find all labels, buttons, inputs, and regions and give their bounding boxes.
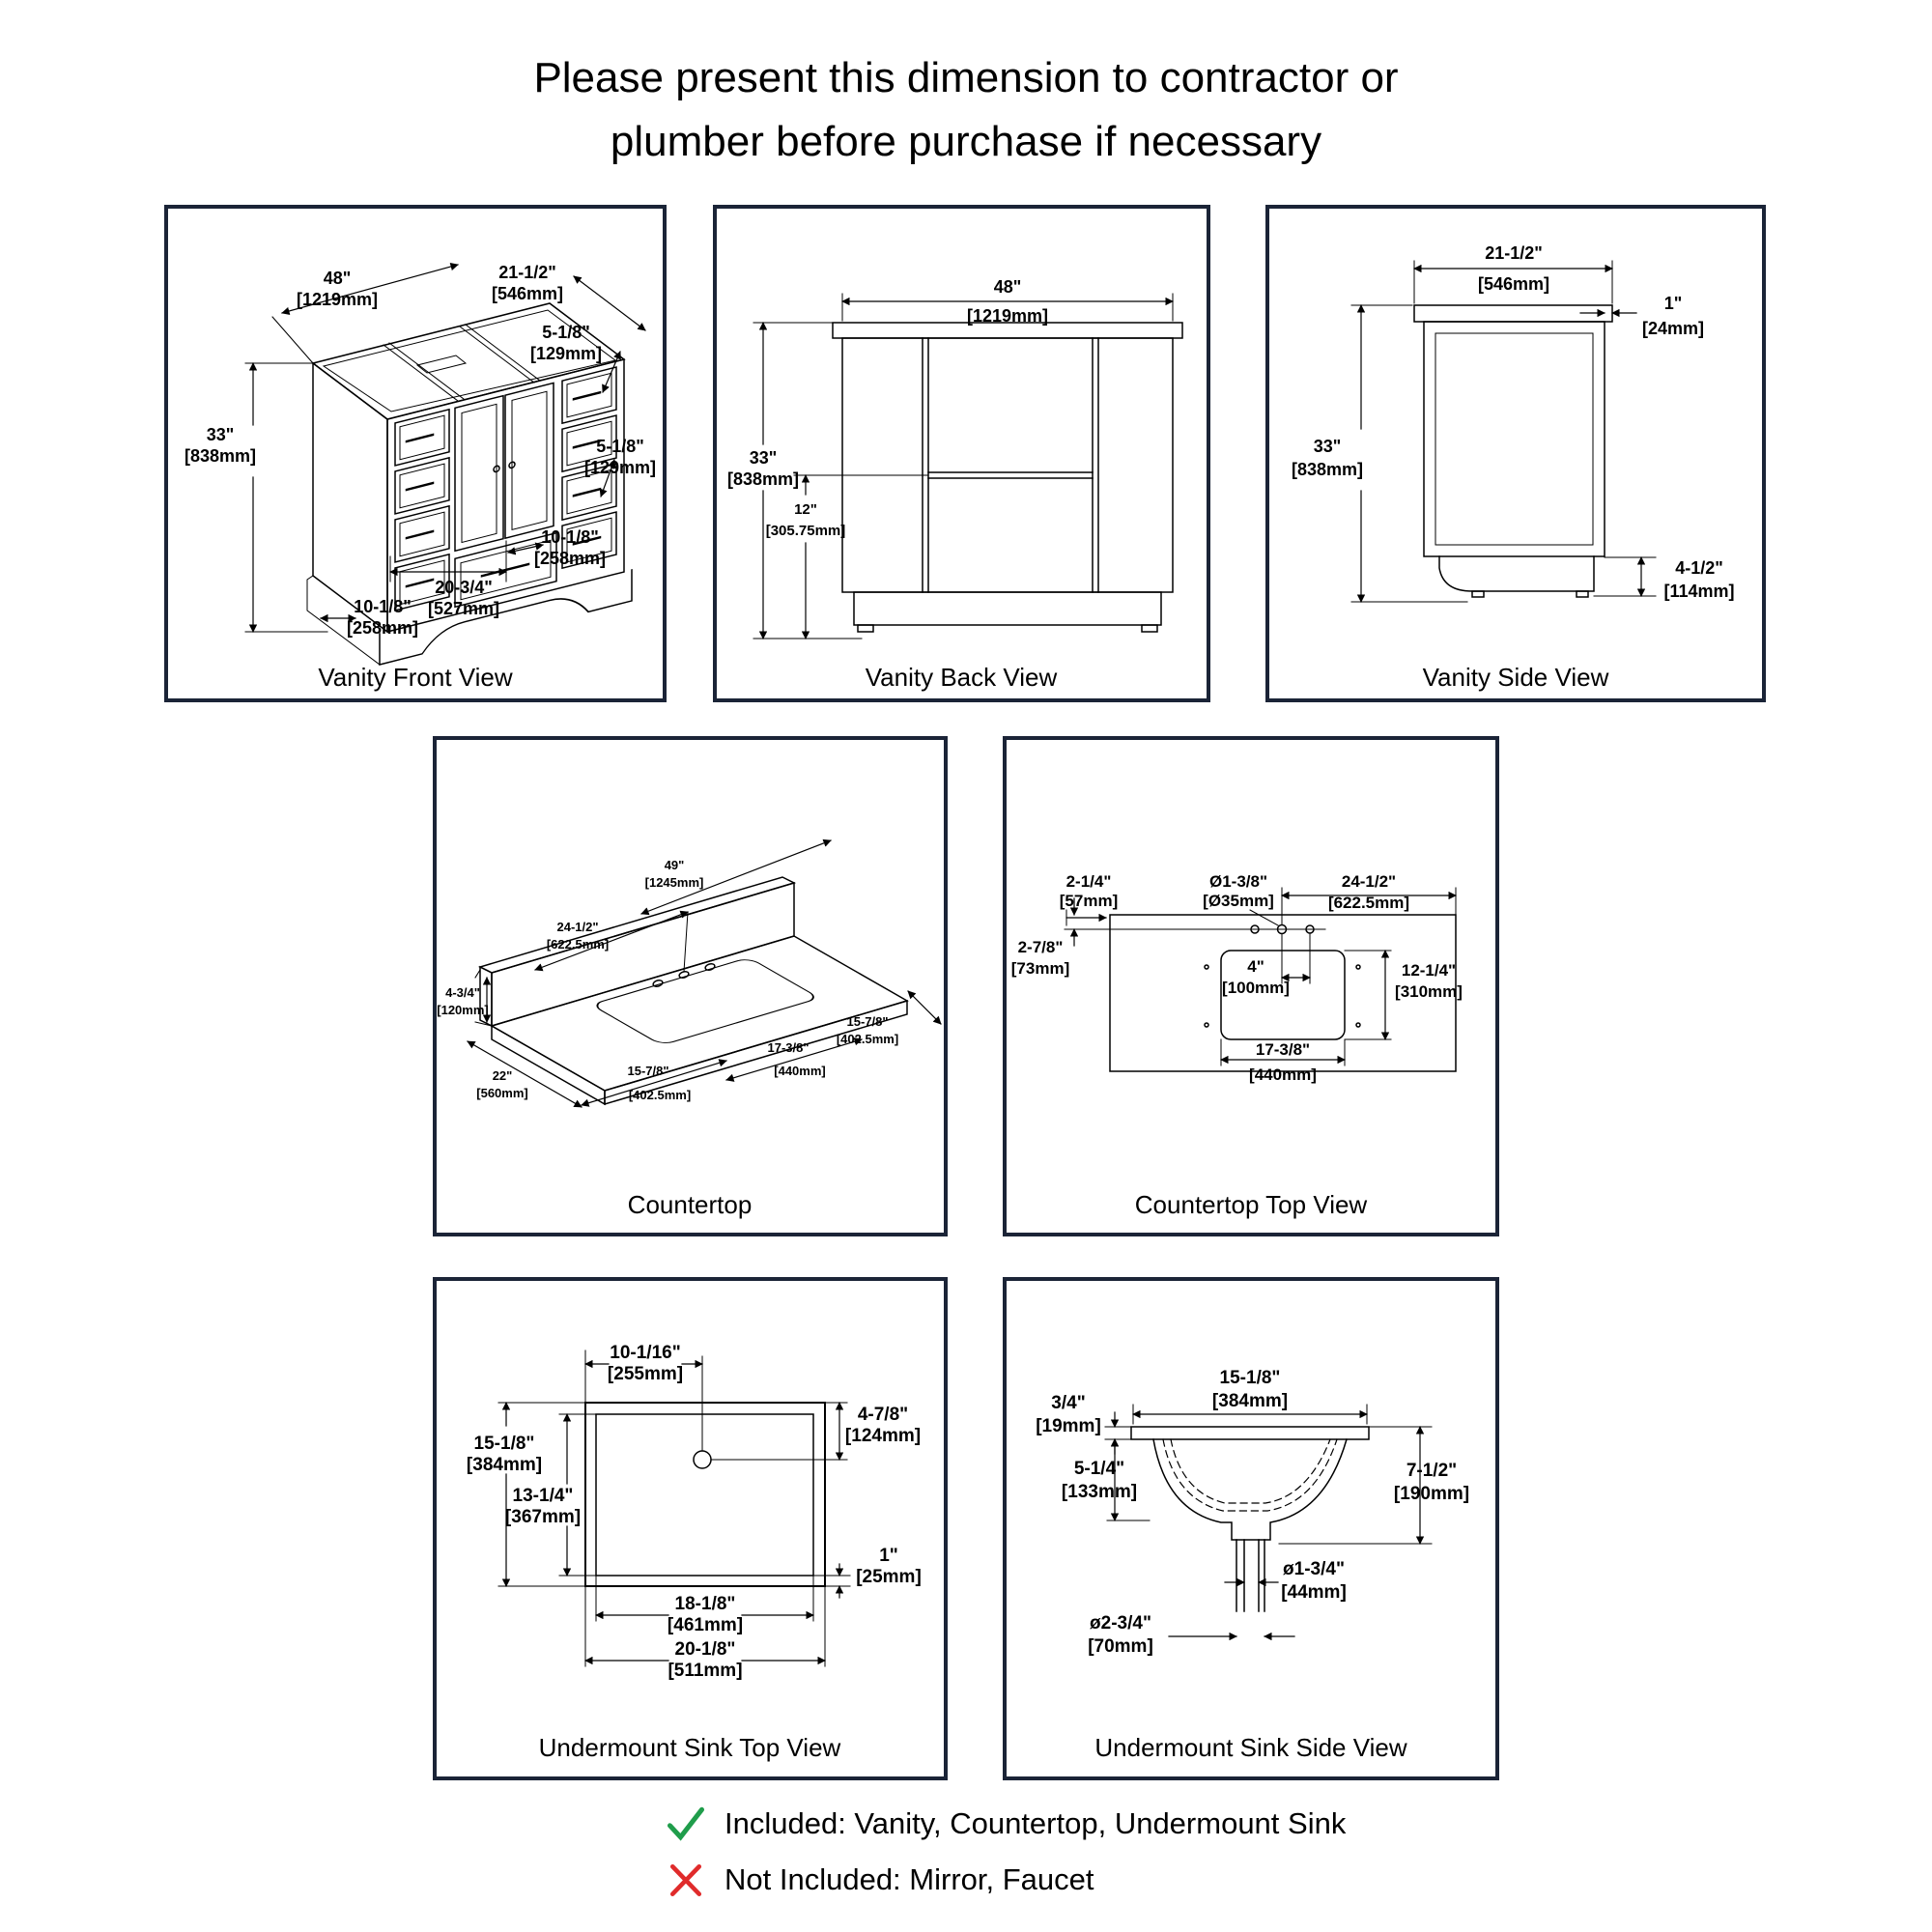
dim-ss-drain-mm: [44mm] xyxy=(1281,1582,1347,1603)
dim-ct-right-in: 15-7/8" xyxy=(846,1014,889,1029)
dim-st-drain-mm: [255mm] xyxy=(607,1364,684,1384)
dim-ct-back-in: 24-1/2" xyxy=(556,920,599,934)
dim-st-drain-off-mm: [124mm] xyxy=(844,1426,922,1446)
dim-ct-front-in: 15-7/8" xyxy=(627,1064,669,1078)
dim-ss-rim-mm: [19mm] xyxy=(1036,1416,1101,1436)
panel-sink-side-view xyxy=(1003,1277,1499,1780)
side-view-dimensions xyxy=(1351,261,1656,602)
dim-side-height-mm: [838mm] xyxy=(1291,460,1364,479)
dim-ss-depth-in: 5-1/4" xyxy=(1073,1459,1125,1479)
dim-cttv-cutout-depth-in: 12-1/4" xyxy=(1401,961,1457,980)
dim-cttv-hole-mm: [Ø35mm] xyxy=(1203,892,1274,910)
dim-cttv-spread-in: 4" xyxy=(1247,957,1264,976)
dim-ct-length-mm: [1245mm] xyxy=(644,875,704,890)
x-icon xyxy=(665,1859,707,1901)
dim-st-outer-depth-in: 15-1/8" xyxy=(473,1434,535,1454)
panel-countertop-top-view xyxy=(1003,736,1499,1236)
dim-st-inner-len-mm: [461mm] xyxy=(667,1615,744,1635)
vanity-side-outline xyxy=(1414,305,1612,597)
footer-legend xyxy=(665,1799,1346,1905)
dim-front-height-in: 33" xyxy=(206,425,235,444)
dim-ct-front-mm: [402.5mm] xyxy=(628,1088,692,1102)
dim-cttv-setback-mm: [73mm] xyxy=(1010,959,1070,978)
dim-ct-cutout-in: 17-3/8" xyxy=(767,1040,810,1055)
dim-ct-splash-in: 4-3/4" xyxy=(445,985,480,1000)
dim-front-top-drawer-in: 5-1/8" xyxy=(542,323,590,342)
front-view-title: Vanity Front View xyxy=(318,663,513,692)
dim-st-lip-mm: [25mm] xyxy=(856,1567,922,1587)
vanity-back-view-drawing xyxy=(717,209,1207,698)
dim-ss-pipe-mm: [70mm] xyxy=(1088,1636,1153,1657)
panel-vanity-side-view xyxy=(1265,205,1766,702)
dim-side-height-in: 33" xyxy=(1313,437,1342,456)
panel-vanity-back-view xyxy=(713,205,1210,702)
dim-cttv-back-in: 24-1/2" xyxy=(1341,872,1397,891)
dim-front-depth-in: 21-1/2" xyxy=(498,263,556,282)
dim-st-outer-len-in: 20-1/8" xyxy=(674,1639,736,1660)
dim-cttv-back-mm: [622.5mm] xyxy=(1327,894,1410,912)
countertop-drawing xyxy=(437,740,944,1233)
included-text: Included: Vanity, Countertop, Undermount Sink xyxy=(724,1806,1347,1840)
dim-side-kick-in: 4-1/2" xyxy=(1675,558,1723,578)
front-view-dimensions xyxy=(245,265,645,632)
dim-cttv-setback-in: 2-7/8" xyxy=(1017,938,1064,956)
dim-st-outer-depth-mm: [384mm] xyxy=(466,1455,543,1475)
dim-front-lower-drawer-mm: [129mm] xyxy=(583,458,657,477)
dim-ss-drain-in: ø1-3/4" xyxy=(1283,1559,1345,1579)
dim-front-height-mm: [838mm] xyxy=(184,446,257,466)
sink-top-title: Undermount Sink Top View xyxy=(538,1733,841,1762)
dim-back-plumbing-in: 12" xyxy=(794,501,817,518)
sink-top-view-drawing xyxy=(437,1281,944,1776)
dim-front-top-drawer-mm: [129mm] xyxy=(529,344,603,363)
countertop-top-view-drawing xyxy=(1007,740,1495,1233)
page-title-line2: plumber before purchase if necessary xyxy=(610,118,1322,165)
dim-side-overhang-mm: [24mm] xyxy=(1641,319,1705,338)
vanity-back-outline xyxy=(833,323,1182,632)
dim-back-width-in: 48" xyxy=(993,277,1022,297)
dim-cttv-cutout-len-in: 17-3/8" xyxy=(1255,1040,1311,1059)
page-title-line1: Please present this dimension to contractor or xyxy=(533,54,1399,101)
dim-back-height-mm: [838mm] xyxy=(726,469,800,489)
dim-ss-len-mm: [384mm] xyxy=(1211,1391,1289,1411)
countertop-title: Countertop xyxy=(627,1190,753,1219)
dim-side-overhang-in: 1" xyxy=(1663,294,1683,313)
dim-st-lip-in: 1" xyxy=(879,1546,898,1566)
panel-countertop xyxy=(433,736,948,1236)
back-view-title: Vanity Back View xyxy=(865,663,1058,692)
countertop-top-title: Countertop Top View xyxy=(1134,1190,1368,1219)
dim-front-lower-drawer-in: 5-1/8" xyxy=(596,437,644,456)
page-title xyxy=(0,46,1932,174)
dim-st-drain-off-in: 4-7/8" xyxy=(857,1405,909,1425)
dim-ct-right-mm: [402.5mm] xyxy=(836,1032,899,1046)
dim-side-depth-mm: [546mm] xyxy=(1477,274,1550,294)
dim-front-right-in: 10-1/8" xyxy=(541,527,599,547)
dim-st-inner-depth-mm: [367mm] xyxy=(504,1507,582,1527)
dim-cttv-edge-mm: [57mm] xyxy=(1059,892,1119,910)
dim-ct-back-mm: [622.5mm] xyxy=(546,937,610,952)
dim-side-kick-mm: [114mm] xyxy=(1663,582,1735,601)
dim-ss-height-mm: [190mm] xyxy=(1393,1484,1470,1504)
dim-ss-height-in: 7-1/2" xyxy=(1406,1461,1458,1481)
dim-ct-depth-mm: [560mm] xyxy=(476,1086,528,1100)
dim-cttv-edge-in: 2-1/4" xyxy=(1065,872,1112,891)
dim-ct-length-in: 49" xyxy=(664,858,685,872)
dim-front-right-mm: [258mm] xyxy=(533,549,607,568)
sink-side-title: Undermount Sink Side View xyxy=(1094,1733,1407,1762)
countertop-isometric xyxy=(480,877,907,1104)
dim-front-left-in: 10-1/8" xyxy=(354,597,412,616)
panel-sink-top-view xyxy=(433,1277,948,1780)
included-row xyxy=(665,1799,1346,1849)
side-view-title: Vanity Side View xyxy=(1422,663,1609,692)
dim-ss-pipe-in: ø2-3/4" xyxy=(1090,1613,1151,1634)
sink-top-outline xyxy=(585,1356,825,1586)
dim-cttv-hole-in: Ø1-3/8" xyxy=(1208,872,1268,891)
dim-side-depth-in: 21-1/2" xyxy=(1485,243,1543,263)
dim-front-center-mm: [527mm] xyxy=(427,599,500,618)
not-included-text: Not Included: Mirror, Faucet xyxy=(724,1862,1094,1896)
dim-cttv-cutout-depth-mm: [310mm] xyxy=(1395,982,1463,1001)
dim-back-plumbing-mm: [305.75mm] xyxy=(765,523,846,539)
dim-ss-depth-mm: [133mm] xyxy=(1061,1482,1138,1502)
vanity-side-view-drawing xyxy=(1269,209,1762,698)
dim-back-height-in: 33" xyxy=(749,448,778,468)
dim-cttv-spread-mm: [100mm] xyxy=(1222,979,1290,997)
dim-front-depth-mm: [546mm] xyxy=(491,284,564,303)
dim-st-inner-len-in: 18-1/8" xyxy=(674,1594,736,1614)
dim-st-drain-in: 10-1/16" xyxy=(610,1343,681,1363)
dim-ct-depth-in: 22" xyxy=(492,1068,513,1083)
dim-front-width-in: 48" xyxy=(323,269,352,288)
dim-front-center-in: 20-3/4" xyxy=(435,578,493,597)
back-view-dimensions xyxy=(753,294,1173,639)
dim-front-left-mm: [258mm] xyxy=(346,618,419,638)
not-included-row xyxy=(665,1855,1346,1905)
sink-side-view-drawing xyxy=(1007,1281,1495,1776)
dim-ct-splash-mm: [120mm] xyxy=(437,1003,489,1017)
dim-back-width-mm: [1219mm] xyxy=(966,306,1049,326)
dim-ct-cutout-mm: [440mm] xyxy=(774,1064,826,1078)
panel-vanity-front-view xyxy=(164,205,667,702)
dim-st-inner-depth-in: 13-1/4" xyxy=(512,1486,574,1506)
vanity-front-view-drawing xyxy=(168,209,663,698)
d im-cttv-cutout-len-mm: [440mm] xyxy=(1249,1065,1317,1084)
dim-st-outer-len-mm: [511mm] xyxy=(668,1661,743,1681)
dim-ss-len-in: 15-1/8" xyxy=(1219,1368,1281,1388)
dim-ss-rim-in: 3/4" xyxy=(1051,1393,1086,1413)
dim-front-width-mm: [1219mm] xyxy=(296,290,379,309)
checkmark-icon xyxy=(665,1803,707,1845)
